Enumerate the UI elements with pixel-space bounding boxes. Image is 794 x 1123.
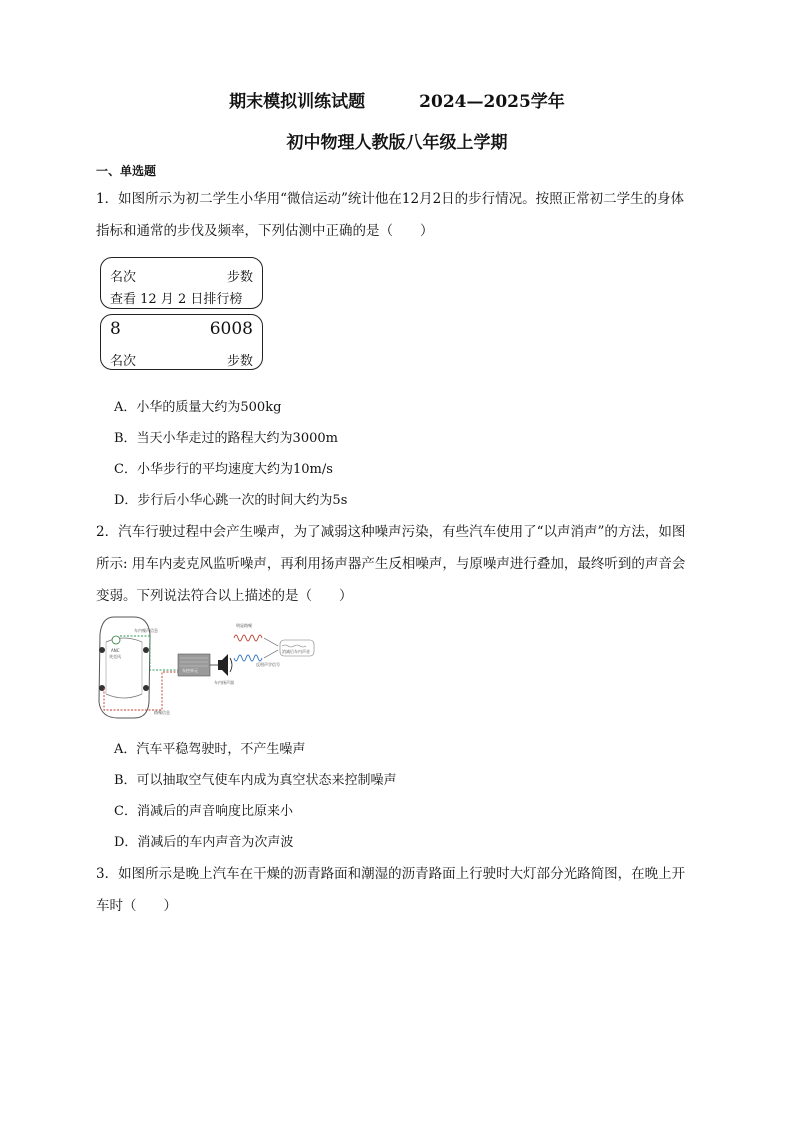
mic-label: 麦克风 xyxy=(109,654,121,659)
q2-text-line3: 变弱。下列说法符合以上描述的是（ ） xyxy=(96,588,353,604)
q2-text-line2: 所示: 用车内麦克风监听噪声，再利用扬声器产生反相噪声，与原噪声进行叠加，最终听到的声音会 xyxy=(96,556,686,572)
steps-value: 6008 xyxy=(209,319,253,339)
wechat-ranking-value-box xyxy=(100,314,263,370)
car-noise-cancellation-diagram xyxy=(96,614,318,720)
rank-label: 名次 xyxy=(110,270,137,285)
q3-text-line1: 3．如图所示是晚上汽车在干燥的沥青路面和潮湿的沥青路面上行驶时大灯部分光路简图，在晚上开 xyxy=(96,866,686,882)
exam-title xyxy=(0,87,794,112)
anti-noise-wave-shape xyxy=(234,655,262,661)
cabin-noise-info-label: 车内噪声信息 xyxy=(134,628,158,633)
section-heading: 一、单选题 xyxy=(96,164,157,178)
exam-title-year: 2024—2025学年 xyxy=(419,92,565,112)
q2-text-line1: 2．汽车行驶过程中会产生噪声，为了减弱这种噪声污染，有些汽车使用了“以声消声”的方法，如图 xyxy=(96,524,686,540)
wheel-icon xyxy=(99,647,105,653)
q1-text-line2: 指标和通常的步伐及频率，下列估测中正确的是（ ） xyxy=(96,223,434,239)
exam-title-left: 期末模拟训练试题 xyxy=(229,92,366,112)
q1-option-b[interactable]: B．当天小华走过的路程大约为3000m xyxy=(114,431,338,446)
q1-option-c[interactable]: C．小华步行的平均速度大约为10m/s xyxy=(114,462,333,477)
anti-noise-label: 反相声学信号 xyxy=(256,662,280,667)
road-noise-label: 明显路噪 xyxy=(236,623,252,628)
result-label: 消减后车内声音 xyxy=(282,649,310,654)
q2-option-d[interactable]: D．消减后的车内声音为次声波 xyxy=(114,835,294,850)
q2-option-a[interactable]: A．汽车平稳驾驶时，不产生噪声 xyxy=(114,742,306,757)
wheel-icon xyxy=(143,647,149,653)
anc-label: ANC xyxy=(111,648,120,653)
q2-option-b[interactable]: B．可以抽取空气使车内成为真空状态来控制噪声 xyxy=(114,773,397,788)
q1-option-a[interactable]: A．小华的质量大约为500kg xyxy=(114,400,282,415)
wechat-ranking-header-box xyxy=(100,257,263,309)
steps-label-2: 步数 xyxy=(226,354,253,369)
microphone-icon xyxy=(112,636,120,644)
q1-text-line1: 1．如图所示为初二学生小华用“微信运动”统计他在12月2日的步行情况。按照正常初二学生的身体 xyxy=(96,191,685,207)
view-ranking-text: 查看 12 月 2 日排行榜 xyxy=(110,292,243,307)
wheel-icon xyxy=(143,685,149,691)
q2-option-c[interactable]: C．消减后的声音响度比原来小 xyxy=(114,804,293,819)
rank-value: 8 xyxy=(110,319,121,339)
processor-label: 车控单元 xyxy=(182,668,198,673)
noise-wave-shape xyxy=(234,635,262,641)
steps-label: 步数 xyxy=(226,270,253,285)
q3-text-line2: 车时（ ） xyxy=(96,898,177,914)
road-info-label: 路噪信息 xyxy=(154,710,170,715)
q1-option-d[interactable]: D．步行后小华心跳一次的时间大约为5s xyxy=(114,493,348,508)
rank-label-2: 名次 xyxy=(110,354,137,369)
speaker-label: 车内扬声器 xyxy=(214,680,234,685)
exam-subtitle: 初中物理人教版八年级上学期 xyxy=(286,133,508,153)
speaker-icon xyxy=(218,654,228,676)
